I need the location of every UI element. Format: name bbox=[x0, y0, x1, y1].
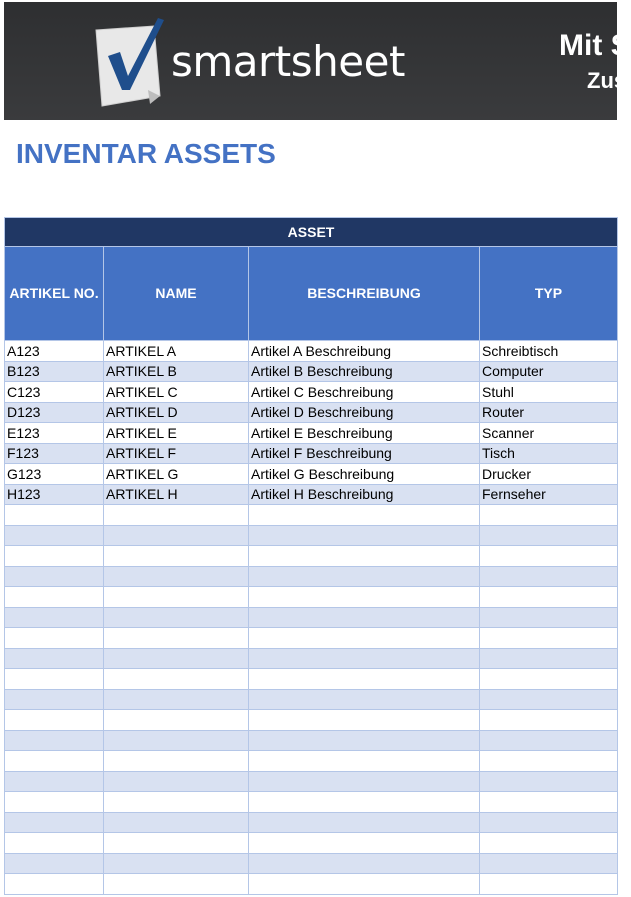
empty-cell[interactable] bbox=[249, 730, 480, 751]
empty-table-row bbox=[5, 792, 618, 813]
page-title: INVENTAR ASSETS bbox=[16, 138, 276, 169]
empty-cell[interactable] bbox=[480, 792, 618, 813]
table-row bbox=[5, 402, 618, 423]
empty-table-row bbox=[5, 566, 618, 587]
empty-cell[interactable] bbox=[480, 751, 618, 772]
empty-cell[interactable] bbox=[5, 853, 104, 874]
empty-cell[interactable] bbox=[480, 874, 618, 895]
empty-table-row bbox=[5, 505, 618, 526]
cell-artikel-no[interactable]: C123 bbox=[5, 382, 104, 403]
empty-cell[interactable] bbox=[480, 648, 618, 669]
empty-cell[interactable] bbox=[104, 607, 249, 628]
empty-cell[interactable] bbox=[104, 628, 249, 649]
empty-cell[interactable] bbox=[480, 771, 618, 792]
empty-cell[interactable] bbox=[104, 710, 249, 731]
empty-cell[interactable] bbox=[104, 669, 249, 690]
empty-cell[interactable] bbox=[249, 525, 480, 546]
cell-name[interactable]: ARTIKEL D bbox=[104, 402, 249, 423]
cell-typ[interactable]: Computer bbox=[480, 361, 618, 382]
empty-cell[interactable] bbox=[480, 812, 618, 833]
inventory-table bbox=[4, 217, 618, 895]
empty-cell[interactable] bbox=[249, 771, 480, 792]
table-row bbox=[5, 361, 618, 382]
logo-light-text: sheet bbox=[290, 37, 405, 86]
empty-cell[interactable] bbox=[104, 874, 249, 895]
table-row bbox=[5, 341, 618, 362]
empty-cell[interactable] bbox=[5, 628, 104, 649]
cell-beschreibung[interactable]: Artikel G Beschreibung bbox=[249, 464, 480, 485]
cell-typ[interactable]: Router bbox=[480, 402, 618, 423]
empty-cell[interactable] bbox=[5, 874, 104, 895]
empty-cell[interactable] bbox=[104, 587, 249, 608]
empty-cell[interactable] bbox=[249, 874, 480, 895]
empty-cell[interactable] bbox=[480, 587, 618, 608]
empty-cell[interactable] bbox=[5, 792, 104, 813]
empty-cell[interactable] bbox=[104, 833, 249, 854]
empty-cell[interactable] bbox=[104, 648, 249, 669]
empty-table-row bbox=[5, 853, 618, 874]
empty-cell[interactable] bbox=[5, 669, 104, 690]
empty-cell[interactable] bbox=[249, 587, 480, 608]
cell-beschreibung[interactable]: Artikel B Beschreibung bbox=[249, 361, 480, 382]
empty-table-row bbox=[5, 587, 618, 608]
cell-name[interactable]: ARTIKEL H bbox=[104, 484, 249, 505]
empty-cell[interactable] bbox=[104, 853, 249, 874]
empty-cell[interactable] bbox=[104, 525, 249, 546]
empty-table-row bbox=[5, 628, 618, 649]
empty-cell[interactable] bbox=[104, 546, 249, 567]
empty-cell[interactable] bbox=[104, 751, 249, 772]
empty-table-row bbox=[5, 730, 618, 751]
empty-table-row bbox=[5, 771, 618, 792]
cell-name[interactable]: ARTIKEL B bbox=[104, 361, 249, 382]
cell-beschreibung[interactable]: Artikel F Beschreibung bbox=[249, 443, 480, 464]
cell-typ[interactable]: Fernseher bbox=[480, 484, 618, 505]
cell-name[interactable]: ARTIKEL F bbox=[104, 443, 249, 464]
empty-table-row bbox=[5, 546, 618, 567]
empty-cell[interactable] bbox=[249, 689, 480, 710]
cell-typ[interactable]: Scanner bbox=[480, 423, 618, 444]
empty-cell[interactable] bbox=[5, 710, 104, 731]
empty-cell[interactable] bbox=[104, 730, 249, 751]
cell-artikel-no[interactable]: A123 bbox=[5, 341, 104, 362]
empty-cell[interactable] bbox=[480, 546, 618, 567]
empty-table-row bbox=[5, 710, 618, 731]
empty-table-row bbox=[5, 669, 618, 690]
empty-table-row bbox=[5, 689, 618, 710]
empty-cell[interactable] bbox=[5, 566, 104, 587]
logo-bold-text: smart bbox=[171, 37, 291, 86]
cell-typ[interactable]: Drucker bbox=[480, 464, 618, 485]
cell-artikel-no[interactable]: F123 bbox=[5, 443, 104, 464]
empty-table-row bbox=[5, 874, 618, 895]
cell-artikel-no[interactable]: E123 bbox=[5, 423, 104, 444]
empty-cell[interactable] bbox=[5, 751, 104, 772]
empty-table-row bbox=[5, 812, 618, 833]
table-row bbox=[5, 484, 618, 505]
column-header-beschreibung: BESCHREIBUNG bbox=[249, 247, 480, 341]
cell-beschreibung[interactable]: Artikel D Beschreibung bbox=[249, 402, 480, 423]
empty-table-row bbox=[5, 833, 618, 854]
empty-cell[interactable] bbox=[480, 689, 618, 710]
empty-cell[interactable] bbox=[480, 566, 618, 587]
cell-name[interactable]: ARTIKEL A bbox=[104, 341, 249, 362]
empty-cell[interactable] bbox=[480, 607, 618, 628]
cell-artikel-no[interactable]: H123 bbox=[5, 484, 104, 505]
empty-cell[interactable] bbox=[249, 669, 480, 690]
column-header-artikel-no: ARTIKEL NO. bbox=[5, 247, 104, 341]
empty-cell[interactable] bbox=[104, 812, 249, 833]
cell-artikel-no[interactable]: G123 bbox=[5, 464, 104, 485]
cell-name[interactable]: ARTIKEL G bbox=[104, 464, 249, 485]
empty-cell[interactable] bbox=[249, 566, 480, 587]
cell-typ[interactable]: Schreibtisch bbox=[480, 341, 618, 362]
empty-cell[interactable] bbox=[5, 546, 104, 567]
cell-typ[interactable]: Stuhl bbox=[480, 382, 618, 403]
cell-beschreibung[interactable]: Artikel C Beschreibung bbox=[249, 382, 480, 403]
cell-name[interactable]: ARTIKEL C bbox=[104, 382, 249, 403]
empty-cell[interactable] bbox=[249, 853, 480, 874]
column-header-name: NAME bbox=[104, 247, 249, 341]
empty-cell[interactable] bbox=[480, 525, 618, 546]
empty-cell[interactable] bbox=[249, 505, 480, 526]
empty-cell[interactable] bbox=[5, 587, 104, 608]
empty-cell[interactable] bbox=[249, 628, 480, 649]
smartsheet-banner[interactable] bbox=[4, 2, 631, 120]
empty-cell[interactable] bbox=[249, 751, 480, 772]
empty-table-row bbox=[5, 607, 618, 628]
empty-cell[interactable] bbox=[249, 607, 480, 628]
empty-cell[interactable] bbox=[5, 505, 104, 526]
cell-name[interactable]: ARTIKEL E bbox=[104, 423, 249, 444]
empty-cell[interactable] bbox=[480, 628, 618, 649]
empty-cell[interactable] bbox=[5, 730, 104, 751]
empty-cell[interactable] bbox=[5, 648, 104, 669]
empty-cell[interactable] bbox=[104, 792, 249, 813]
smartsheet-wordmark bbox=[171, 36, 405, 88]
asset-group-header: ASSET bbox=[5, 218, 618, 247]
empty-table-row bbox=[5, 751, 618, 772]
empty-cell[interactable] bbox=[480, 505, 618, 526]
empty-cell[interactable] bbox=[5, 689, 104, 710]
empty-cell[interactable] bbox=[104, 505, 249, 526]
empty-cell[interactable] bbox=[5, 771, 104, 792]
table-row bbox=[5, 443, 618, 464]
empty-cell[interactable] bbox=[249, 710, 480, 731]
empty-cell[interactable] bbox=[5, 607, 104, 628]
table-row bbox=[5, 382, 618, 403]
empty-cell[interactable] bbox=[5, 833, 104, 854]
cell-artikel-no[interactable]: B123 bbox=[5, 361, 104, 382]
promo-line-2: Zus bbox=[587, 68, 627, 93]
empty-cell[interactable] bbox=[480, 853, 618, 874]
empty-cell[interactable] bbox=[104, 566, 249, 587]
empty-cell[interactable] bbox=[249, 812, 480, 833]
empty-cell[interactable] bbox=[104, 771, 249, 792]
empty-table-row bbox=[5, 525, 618, 546]
empty-cell[interactable] bbox=[5, 812, 104, 833]
empty-cell[interactable] bbox=[249, 792, 480, 813]
empty-cell[interactable] bbox=[249, 648, 480, 669]
empty-cell[interactable] bbox=[480, 669, 618, 690]
cell-typ[interactable]: Tisch bbox=[480, 443, 618, 464]
table-row bbox=[5, 464, 618, 485]
table-row bbox=[5, 423, 618, 444]
promo-text bbox=[559, 28, 631, 94]
promo-line-1: Mit S bbox=[559, 29, 631, 62]
empty-cell[interactable] bbox=[480, 710, 618, 731]
cell-beschreibung[interactable]: Artikel H Beschreibung bbox=[249, 484, 480, 505]
empty-cell[interactable] bbox=[249, 833, 480, 854]
cell-beschreibung[interactable]: Artikel A Beschreibung bbox=[249, 341, 480, 362]
smartsheet-logo-icon bbox=[90, 16, 166, 108]
empty-cell[interactable] bbox=[104, 689, 249, 710]
empty-table-row bbox=[5, 648, 618, 669]
empty-cell[interactable] bbox=[5, 525, 104, 546]
empty-cell[interactable] bbox=[249, 546, 480, 567]
cell-artikel-no[interactable]: D123 bbox=[5, 402, 104, 423]
cell-beschreibung[interactable]: Artikel E Beschreibung bbox=[249, 423, 480, 444]
empty-cell[interactable] bbox=[480, 730, 618, 751]
empty-cell[interactable] bbox=[480, 833, 618, 854]
column-header-typ: TYP bbox=[480, 247, 618, 341]
